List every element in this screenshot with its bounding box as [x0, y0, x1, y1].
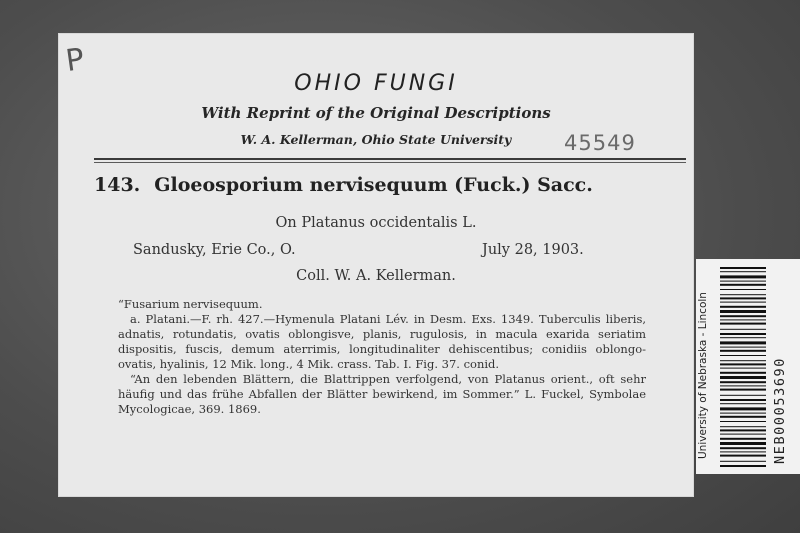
host-line: On Platanus occidentalis L.: [275, 215, 477, 231]
divider-rule: [94, 158, 686, 160]
species-name: Gloeosporium nervisequum (Fuck.) Sacc.: [154, 174, 593, 196]
original-description: [118, 297, 646, 417]
divider-rule-thin: [94, 162, 686, 163]
label-subtitle: With Reprint of the Original Descriptions: [201, 104, 551, 122]
label-title: OHIO FUNGI: [294, 71, 458, 96]
exsiccata-number: 143.: [94, 174, 141, 196]
specimen-label: [58, 33, 694, 497]
barcode-icon: [720, 267, 766, 467]
pencil-mark: P: [63, 41, 87, 80]
collector: Coll. W. A. Kellerman.: [296, 268, 456, 284]
description-paragraph-a: a. Platani.—F. rh. 427.—Hymenula Platani Lév. in Desm. Exs. 1349. Tuberculis liberis, adnatis, rotundatis, ovatis oblongisve, planis, rugulosis, in macula exarida seriatim dispositis, fuscis, demum aterrimis, longitudinaliter dehiscentibus; conidiis oblongo-ovatis, hyalinis, 12 Mik. long., 4 Mik. crass. Tab. I. Fig. 37. conid.: [118, 312, 646, 371]
barcode-number: NEB00053690: [772, 356, 788, 464]
collection-date: July 28, 1903.: [482, 242, 584, 258]
description-paragraph-b: “An den lebenden Blättern, die Blattrippen verfolgend, von Platanus orient., oft sehr häufig und das frühe Abfallen der Blätter bewirkend, im Sommer.” L. Fuckel, Symbolae Mycologicae, 369. 1869.: [118, 372, 646, 416]
locality: Sandusky, Erie Co., O.: [133, 242, 296, 258]
label-author: W. A. Kellerman, Ohio State University: [240, 132, 512, 147]
description-line: “Fusarium nervisequum.: [118, 297, 263, 311]
species-heading: [94, 174, 694, 196]
accession-number: 45549: [564, 131, 636, 155]
institution-name: University of Nebraska - Lincoln: [697, 292, 709, 459]
barcode-label: [696, 259, 800, 474]
